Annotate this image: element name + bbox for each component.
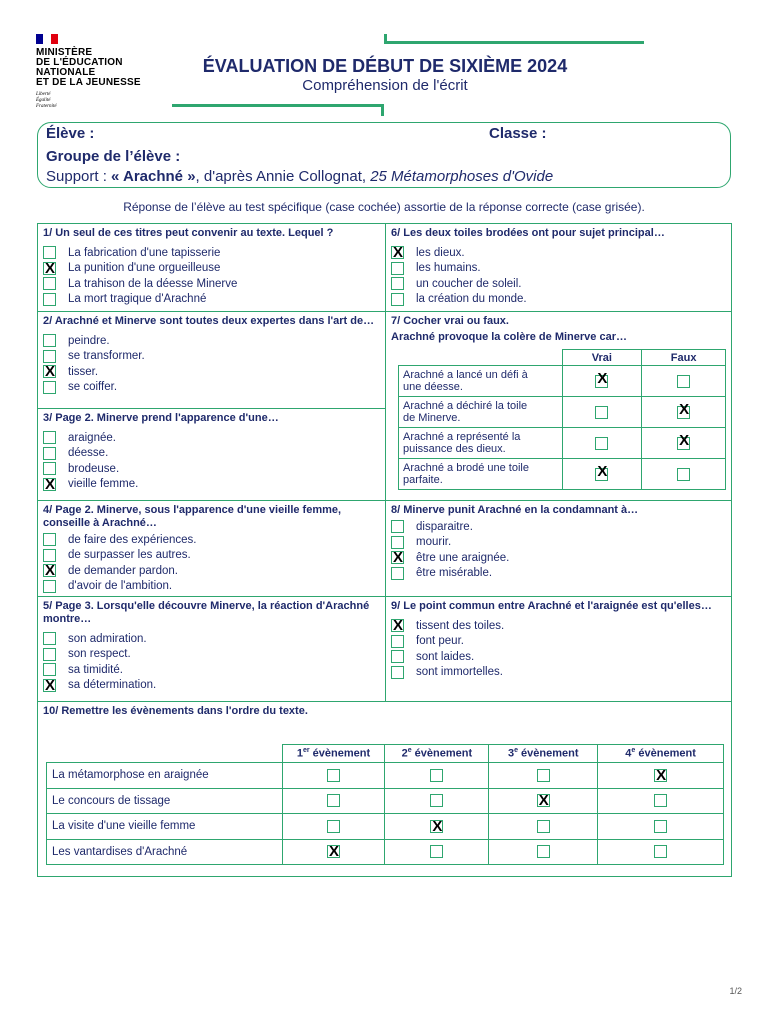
flag-icon	[36, 34, 58, 44]
flag-white	[43, 34, 50, 44]
option-label: son admiration.	[68, 632, 147, 645]
checkbox[interactable]	[391, 277, 404, 290]
checkbox[interactable]	[43, 334, 56, 347]
checkbox[interactable]	[391, 619, 404, 632]
question-5-text: 5/ Page 3. Lorsqu'elle découvre Minerve, la réaction d'Arachné montre…	[43, 600, 370, 625]
option-label: mourir.	[416, 536, 452, 549]
ministry-name: MINISTÈRE DE L'ÉDUCATION NATIONALE ET DE LA JEUNESSE	[36, 47, 141, 88]
republic-motto: Liberté Égalité Fraternité	[36, 92, 57, 109]
checkbox[interactable]	[43, 564, 56, 577]
checkbox[interactable]	[391, 650, 404, 663]
order-table	[46, 744, 724, 865]
answer-option[interactable]	[43, 380, 380, 396]
option-label: La fabrication d'une tapisserie	[68, 246, 221, 259]
checkbox-faux[interactable]	[677, 468, 690, 481]
flag-blue	[36, 34, 43, 44]
answer-option[interactable]	[43, 662, 380, 678]
option-label: araignée.	[68, 431, 116, 444]
question-9	[385, 596, 732, 702]
answer-option[interactable]	[391, 245, 726, 261]
order-checkbox[interactable]	[327, 769, 340, 782]
answer-option[interactable]	[43, 647, 380, 663]
order-checkbox[interactable]	[654, 845, 667, 858]
tf-statement: Arachné a déchiré la toile de Minerve.	[399, 397, 563, 428]
answer-option[interactable]	[43, 430, 380, 446]
checkbox[interactable]	[43, 663, 56, 676]
question-1-options	[43, 245, 380, 307]
order-col-2: 2e évènement	[385, 745, 489, 763]
answer-option[interactable]	[391, 649, 726, 665]
answer-option[interactable]	[43, 563, 380, 579]
checkbox[interactable]	[43, 350, 56, 363]
question-6	[385, 223, 732, 312]
question-2-text: 2/ Arachné et Minerve sont toutes deux expertes dans l'art de…	[43, 315, 375, 327]
order-checkbox[interactable]	[537, 845, 550, 858]
answer-option[interactable]	[391, 276, 726, 292]
option-label: d'avoir de l'ambition.	[68, 580, 173, 593]
order-checkbox[interactable]	[430, 769, 443, 782]
tf-row	[399, 366, 726, 397]
answer-option[interactable]	[43, 446, 380, 462]
order-checkbox[interactable]	[430, 845, 443, 858]
page-number: 1/2	[729, 986, 742, 996]
checkbox-faux[interactable]	[677, 437, 690, 450]
option-label: tisser.	[68, 365, 99, 378]
checkbox[interactable]	[391, 520, 404, 533]
question-3-options	[43, 430, 380, 492]
event-label: Le concours de tissage	[47, 788, 283, 814]
checkbox[interactable]	[43, 431, 56, 444]
question-4	[37, 500, 386, 597]
question-9-text: 9/ Le point commun entre Arachné et l'araignée est qu'elles…	[391, 600, 712, 612]
answer-option[interactable]	[391, 665, 726, 681]
event-label: Les vantardises d'Arachné	[47, 839, 283, 865]
order-row	[47, 788, 724, 814]
checkbox-vrai[interactable]	[595, 375, 608, 388]
option-label: sa timidité.	[68, 663, 123, 676]
tf-row	[399, 428, 726, 459]
tf-row	[399, 459, 726, 490]
col-faux: Faux	[642, 350, 726, 366]
event-label: La visite d'une vieille femme	[47, 814, 283, 840]
option-label: de surpasser les autres.	[68, 549, 191, 562]
checkbox[interactable]	[43, 648, 56, 661]
col-vrai: Vrai	[562, 350, 642, 366]
order-checkbox[interactable]	[327, 794, 340, 807]
checkbox[interactable]	[391, 536, 404, 549]
order-row	[47, 763, 724, 789]
order-checkbox[interactable]	[537, 820, 550, 833]
checkbox[interactable]	[43, 549, 56, 562]
eleve-label: Élève :	[46, 125, 95, 142]
question-1	[37, 223, 386, 312]
answer-option[interactable]	[43, 333, 380, 349]
checkbox[interactable]	[391, 551, 404, 564]
answer-option[interactable]	[43, 364, 380, 380]
answer-option[interactable]	[43, 579, 380, 595]
question-6-text: 6/ Les deux toiles brodées ont pour sujet principal…	[391, 227, 665, 239]
question-10	[37, 701, 732, 877]
header-decoration-top	[384, 34, 644, 44]
answer-option[interactable]	[391, 566, 726, 582]
checkbox-faux[interactable]	[677, 406, 690, 419]
flag-red	[51, 34, 58, 44]
question-7	[385, 311, 732, 501]
true-false-table	[398, 349, 726, 490]
page-title: ÉVALUATION DE DÉBUT DE SIXIÈME 2024	[202, 56, 568, 76]
option-label: se transformer.	[68, 350, 145, 363]
ministry-logo	[36, 34, 156, 110]
option-label: être misérable.	[416, 567, 493, 580]
question-4-options	[43, 532, 380, 594]
answer-option[interactable]	[43, 461, 380, 477]
question-5	[37, 596, 386, 702]
tf-statement: Arachné a représenté la puissance des dieux.	[399, 428, 563, 459]
question-5-options	[43, 631, 380, 693]
option-label: de faire des expériences.	[68, 533, 197, 546]
answer-option[interactable]	[391, 261, 726, 277]
option-label: être une araignée.	[416, 551, 510, 564]
checkbox[interactable]	[391, 246, 404, 259]
option-label: de demander pardon.	[68, 564, 178, 577]
student-info-box	[37, 122, 731, 188]
order-checkbox[interactable]	[430, 820, 443, 833]
option-label: les humains.	[416, 262, 481, 275]
answer-option[interactable]	[391, 634, 726, 650]
answer-option[interactable]	[43, 477, 380, 493]
order-checkbox[interactable]	[327, 845, 340, 858]
page-subtitle: Compréhension de l'écrit	[302, 77, 468, 94]
checkbox[interactable]	[391, 567, 404, 580]
checkbox[interactable]	[391, 293, 404, 306]
header-decoration-bottom	[172, 104, 384, 116]
option-label: brodeuse.	[68, 462, 120, 475]
answer-option[interactable]	[391, 550, 726, 566]
order-rows	[47, 763, 724, 865]
order-checkbox[interactable]	[654, 820, 667, 833]
option-label: peindre.	[68, 334, 110, 347]
question-7-text-1: 7/ Cocher vrai ou faux.	[391, 315, 509, 327]
question-8	[385, 500, 732, 597]
question-7-text-2: Arachné provoque la colère de Minerve car…	[391, 331, 627, 343]
order-checkbox[interactable]	[537, 769, 550, 782]
checkbox[interactable]	[43, 462, 56, 475]
option-label: son respect.	[68, 648, 131, 661]
option-label: La mort tragique d'Arachné	[68, 293, 207, 306]
checkbox[interactable]	[43, 447, 56, 460]
question-4-text: 4/ Page 2. Minerve, sous l'apparence d'une vieille femme, conseille à Arachné…	[43, 504, 342, 529]
option-label: sont immortelles.	[416, 666, 503, 679]
checkbox-vrai[interactable]	[595, 468, 608, 481]
question-3	[37, 408, 386, 501]
option-label: se coiffer.	[68, 381, 118, 394]
question-2-options	[43, 333, 380, 395]
checkbox[interactable]	[43, 293, 56, 306]
answer-option[interactable]	[43, 292, 380, 308]
checkbox[interactable]	[43, 277, 56, 290]
checkbox-vrai[interactable]	[595, 437, 608, 450]
question-9-options	[391, 618, 726, 680]
order-checkbox[interactable]	[654, 794, 667, 807]
question-10-text: 10/ Remettre les évènements dans l'ordre du texte.	[43, 705, 308, 717]
checkbox[interactable]	[43, 381, 56, 394]
tf-row	[399, 397, 726, 428]
checkbox[interactable]	[391, 666, 404, 679]
order-col-4: 4e évènement	[598, 745, 724, 763]
tf-statement: Arachné a brodé une toile parfaite.	[399, 459, 563, 490]
checkbox[interactable]	[43, 246, 56, 259]
checkbox[interactable]	[43, 632, 56, 645]
support-line: Support : « Arachné », d'après Annie Collognat, 25 Métamorphoses d'Ovide	[46, 168, 554, 185]
option-label: sont laides.	[416, 650, 475, 663]
option-label: déesse.	[68, 447, 109, 460]
answer-option[interactable]	[43, 548, 380, 564]
option-label: La trahison de la déesse Minerve	[68, 277, 238, 290]
groupe-label: Groupe de l’élève :	[46, 148, 181, 165]
option-label: La punition d'une orgueilleuse	[68, 262, 221, 275]
answer-option[interactable]	[43, 261, 380, 277]
question-6-options	[391, 245, 726, 307]
event-label: La métamorphose en araignée	[47, 763, 283, 789]
option-label: tissent des toiles.	[416, 619, 505, 632]
answer-option[interactable]	[43, 532, 380, 548]
checkbox-vrai[interactable]	[595, 406, 608, 419]
order-col-1: 1er évènement	[282, 745, 385, 763]
option-label: la création du monde.	[416, 293, 527, 306]
option-label: font peur.	[416, 635, 464, 648]
order-checkbox[interactable]	[327, 820, 340, 833]
question-8-text: 8/ Minerve punit Arachné en la condamnant à…	[391, 504, 639, 516]
order-row	[47, 814, 724, 840]
question-1-text: 1/ Un seul de ces titres peut convenir au texte. Lequel ?	[43, 227, 334, 239]
checkbox[interactable]	[43, 533, 56, 546]
answer-option[interactable]	[43, 631, 380, 647]
answer-option[interactable]	[391, 618, 726, 634]
checkbox[interactable]	[43, 365, 56, 378]
checkbox[interactable]	[43, 478, 56, 491]
option-label: vieille femme.	[68, 478, 139, 491]
option-label: sa détermination.	[68, 679, 157, 692]
instruction-note: Réponse de l’élève au test spécifique (case cochée) assortie de la réponse correcte (case grisée).	[123, 200, 645, 214]
order-checkbox[interactable]	[537, 794, 550, 807]
checkbox[interactable]	[43, 679, 56, 692]
order-checkbox[interactable]	[430, 794, 443, 807]
checkbox[interactable]	[391, 635, 404, 648]
answer-option[interactable]	[391, 292, 726, 308]
checkbox[interactable]	[43, 262, 56, 275]
checkbox-faux[interactable]	[677, 375, 690, 388]
answer-option[interactable]	[43, 245, 380, 261]
answer-option[interactable]	[391, 535, 726, 551]
question-8-options	[391, 519, 726, 581]
option-label: les dieux.	[416, 246, 465, 259]
tf-statement: Arachné a lancé un défi à une déesse.	[399, 366, 563, 397]
order-row	[47, 839, 724, 865]
classe-label: Classe :	[489, 125, 547, 142]
question-3-text: 3/ Page 2. Minerve prend l'apparence d'une…	[43, 412, 279, 424]
option-label: disparaitre.	[416, 520, 473, 533]
answer-option[interactable]	[43, 276, 380, 292]
answer-option[interactable]	[43, 678, 380, 694]
checkbox[interactable]	[43, 580, 56, 593]
option-label: un coucher de soleil.	[416, 277, 522, 290]
order-checkbox[interactable]	[654, 769, 667, 782]
question-2	[37, 311, 386, 409]
answer-option[interactable]	[391, 519, 726, 535]
order-col-3: 3e évènement	[489, 745, 598, 763]
checkbox[interactable]	[391, 262, 404, 275]
answer-option[interactable]	[43, 349, 380, 365]
